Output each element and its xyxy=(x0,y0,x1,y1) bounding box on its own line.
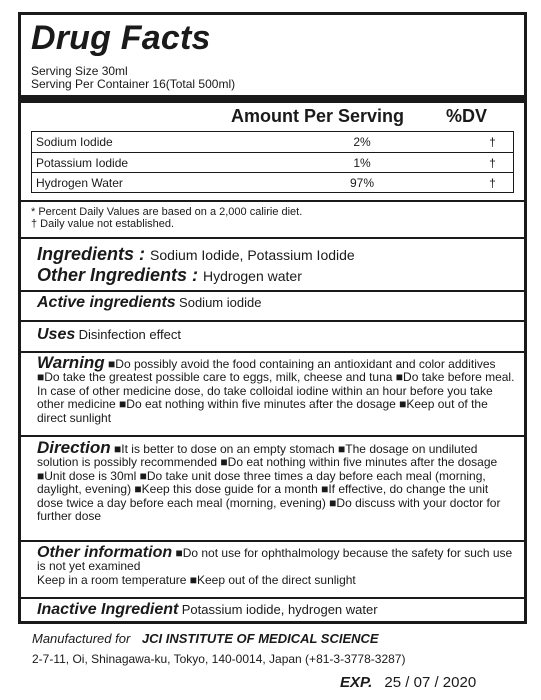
direction-section xyxy=(37,438,515,524)
manufacturer-name: JCI INSTITUTE OF MEDICAL SCIENCE xyxy=(141,631,379,646)
row-name: Sodium Iodide xyxy=(36,135,113,149)
footnote-not-established: † Daily value not established. xyxy=(31,218,175,230)
ingredient-table xyxy=(31,131,514,193)
other-information-section xyxy=(37,546,515,587)
row-name: Potassium Iodide xyxy=(36,155,129,170)
other-information-text-2: Keep in a room temperature ■Keep out of the direct sunlight xyxy=(37,572,356,587)
page-title: Drug Facts xyxy=(31,19,211,57)
warning-text: ■Do possibly avoid the food containing an antioxidant and color additives ■Do take the greatest possible care to eggs, milk, cheese and tuna ■Do take before meal. In case of other medicine dose, do take colloidal iodine within an hour before you take other medicine ■Do eat nothing within five minutes after the dosage ■Keep out of the direct sunlight xyxy=(37,357,515,425)
other-information-text: ■Do not use for ophthalmology because the safety for such use is not yet examined xyxy=(37,546,513,574)
row-dv: † xyxy=(489,155,496,170)
manufacturer-line xyxy=(32,631,379,646)
manufacturer-label: Manufactured for xyxy=(32,631,131,646)
active-ingredients-label: Active ingredients xyxy=(37,294,176,311)
divider xyxy=(21,540,524,542)
divider xyxy=(21,200,524,202)
serving-per-container: Serving Per Container 16(Total 500ml) xyxy=(31,77,236,91)
row-amount: 97% xyxy=(349,175,375,190)
other-ingredients-label: Other Ingredients : xyxy=(37,265,199,285)
divider xyxy=(21,237,524,239)
drug-facts-panel xyxy=(18,12,527,624)
inactive-ingredient-value: Potassium iodide, hydrogen water xyxy=(181,602,378,617)
footnote-daily-values: * Percent Daily Values are based on a 2,000 calirie diet. xyxy=(31,206,303,218)
inactive-ingredient-section xyxy=(37,603,515,617)
serving-size: Serving Size 30ml xyxy=(31,64,128,78)
row-amount: 2% xyxy=(353,135,371,149)
amount-per-serving-header: Amount Per Serving xyxy=(231,106,405,126)
warning-section xyxy=(37,353,515,425)
divider xyxy=(21,320,524,322)
uses-section xyxy=(37,328,515,342)
ingredients-value: Sodium Iodide, Potassium Iodide xyxy=(150,247,355,263)
expiry-date: 25 / 07 / 2020 xyxy=(384,674,477,691)
divider xyxy=(21,597,524,599)
uses-label: Uses xyxy=(37,326,76,343)
row-dv: † xyxy=(489,175,496,190)
table-row xyxy=(32,172,513,192)
table-row xyxy=(32,132,513,152)
row-name: Hydrogen Water xyxy=(36,175,123,190)
divider xyxy=(21,290,524,292)
expiry-line xyxy=(340,674,476,691)
direction-label: Direction xyxy=(37,438,111,457)
ingredients-line xyxy=(37,244,355,265)
ingredients-label: Ingredients : xyxy=(37,244,146,264)
inactive-ingredient-label: Inactive Ingredient xyxy=(37,601,179,618)
other-ingredients-line xyxy=(37,265,302,286)
warning-label: Warning xyxy=(37,353,105,372)
table-row xyxy=(32,152,513,172)
active-ingredients-value: Sodium iodide xyxy=(179,295,262,310)
manufacturer-address: 2-7-11, Oi, Shinagawa-ku, Tokyo, 140-0014, Japan (+81-3-3778-3287) xyxy=(32,652,406,666)
expiry-label: EXP. xyxy=(340,674,373,691)
active-ingredients-section xyxy=(37,296,515,310)
uses-value: Disinfection effect xyxy=(78,327,181,342)
thick-divider xyxy=(21,95,524,103)
dv-header: %DV xyxy=(446,106,488,126)
other-ingredients-value: Hydrogen water xyxy=(203,268,302,284)
row-dv: † xyxy=(489,135,496,149)
other-information-label: Other information xyxy=(37,544,173,561)
direction-text: ■It is better to dose on an empty stomach ■The dosage on undiluted solution is possibly recommended ■Do eat nothing within five minutes after the dosage ■Unit dose is 30ml ■Do take unit dose three times a day before each meal (morning, daylight, evening) ■Keep this dose guide for a month ■If effective, do change the unit dose twice a day before each meal (morning, evening) ■Do discuss with your doctor for further dose xyxy=(37,442,501,524)
divider xyxy=(21,435,524,437)
row-amount: 1% xyxy=(353,155,371,170)
